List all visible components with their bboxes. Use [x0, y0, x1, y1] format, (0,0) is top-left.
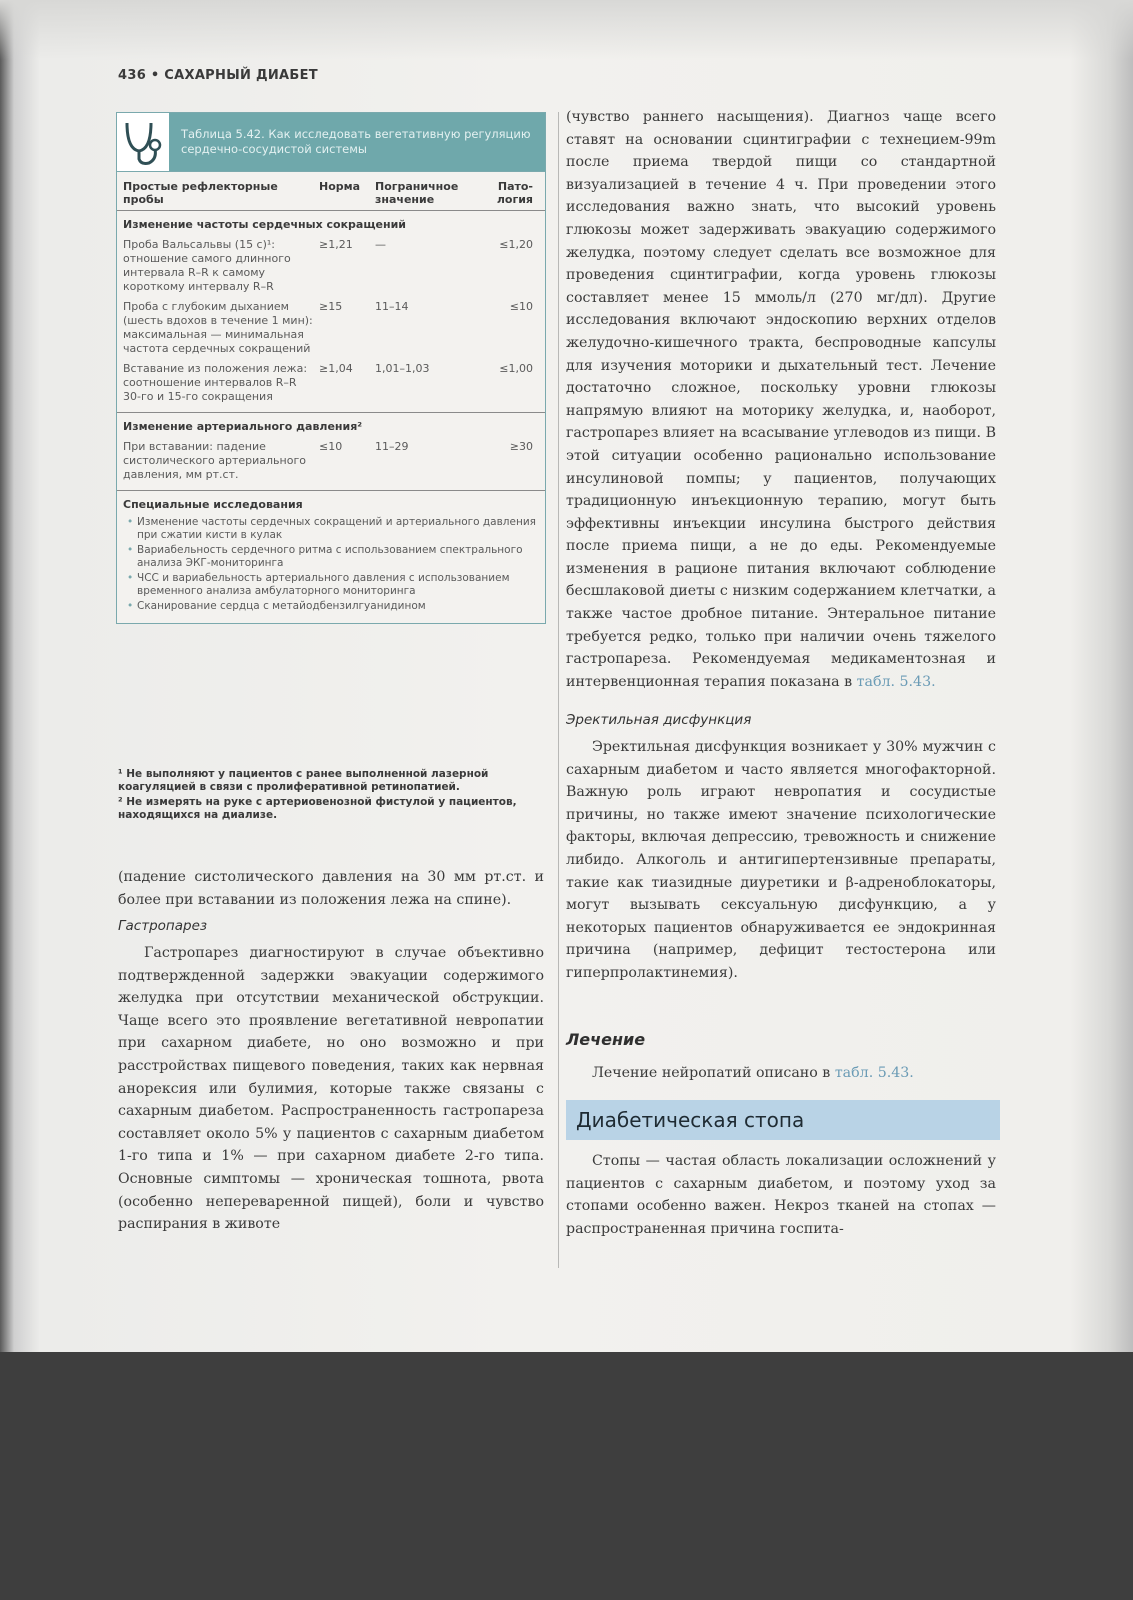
footnote-2: ² Не измерять на руке с артериовенозной фистулой у пациентов, находящихся на диализе.: [118, 796, 517, 821]
section-title-bp: Изменение артериального давления²: [117, 412, 545, 436]
cell-path: ≤10: [509, 300, 533, 313]
running-head: 436 • САХАРНЫЙ ДИАБЕТ: [118, 68, 318, 83]
col-header-test: Простые рефлекторные пробы: [123, 180, 278, 206]
cell-border: —: [375, 238, 386, 251]
left-paragraph-2: Гастропарез диагностируют в случае объективно подтвержденной задержки эвакуации содержимого желудка при отсутствии механической обструкции. Чаще всего это проявление вегетативной невропатии при сахарном диабете, но оно возможно и при расстройствах пищевого поведения, таких как нервная анорексия или булимия, которые также связаны с сахарным диабетом. Распространенность гастропареза составляет около 5% у пациентов с сахарным диабетом 1-го типа и 1% — при сахарном диабете 2-го типа. Основные симптомы — хроническая тошнота, рвота (особенно непереваренной пищей), боли и чувство распирания в животе: [118, 945, 544, 1233]
bullet-icon: •: [127, 572, 134, 584]
cell-norm: ≥15: [319, 300, 343, 313]
table-row: [117, 436, 545, 490]
column-divider: [558, 112, 559, 1268]
cell-norm: ≥1,21: [319, 238, 353, 251]
bullet-icon: •: [127, 544, 134, 556]
right-paragraph-3: Лечение нейропатий описано в табл. 5.43.: [592, 1065, 914, 1081]
cell-path: ≥30: [509, 440, 533, 453]
col-header-norm: Норма: [319, 180, 361, 193]
table-column-headers: [117, 172, 545, 211]
table-row: [117, 234, 545, 296]
cell-border: 11–29: [375, 440, 409, 453]
cell-test: Проба Вальсальвы (15 с)¹: отношение самого длинного интервала R–R к самому короткому интервалу R–R: [123, 238, 291, 293]
subheading-erectile: Эректильная дисфункция: [566, 712, 752, 728]
list-item: • Вариабельность сердечного ритма с использованием спектрального анализа ЭКГ-мониторинга: [127, 544, 523, 569]
table-title: Таблица 5.42. Как исследовать вегетативную регуляцию сердечно-сосудистой системы: [169, 113, 545, 171]
cell-test: Проба с глубоким дыханием (шесть вдохов в течение 1 мин): максимальная — минимальная частота сердечных сокращений: [123, 300, 313, 355]
table-footnotes: [118, 768, 544, 824]
right-paragraph-4: Стопы — частая область локализации осложнений у пациентов с сахарным диабетом, и поэтому уход за стопами особенно важен. Некроз тканей на стопах — распространенная причина госпита-: [566, 1153, 996, 1237]
left-paragraph-1: (падение систолического давления на 30 мм рт.ст. и более при вставании из положения лежа на спине).: [118, 869, 544, 908]
table-5-42: [116, 112, 546, 624]
page-shadow: [0, 0, 1133, 60]
heading-treatment: Лечение: [566, 1030, 646, 1049]
stethoscope-icon: [117, 113, 169, 171]
table-ref-link[interactable]: табл. 5.43.: [834, 1065, 914, 1081]
bullet-icon: •: [127, 516, 134, 528]
section-title-hr: Изменение частоты сердечных сокращений: [123, 218, 406, 231]
cell-border: 1,01–1,03: [375, 362, 430, 375]
bullet-icon: •: [127, 600, 134, 612]
cell-test: Вставание из положения лежа: соотношение интервалов R–R 30-го и 15-го сокращения: [123, 362, 308, 403]
list-item: • ЧСС и вариабельность артериального давления с использованием временного анализа амбулаторного мониторинга: [127, 572, 510, 597]
cell-path: ≤1,00: [499, 362, 533, 375]
table-row: [117, 296, 545, 358]
section-title-special: Специальные исследования: [117, 490, 545, 514]
cell-norm: ≤10: [319, 440, 343, 453]
cell-border: 11–14: [375, 300, 409, 313]
subheading-gastroparesis: Гастропарез: [118, 918, 208, 934]
table-ref-link[interactable]: табл. 5.43.: [856, 673, 936, 690]
list-item: • Изменение частоты сердечных сокращений и артериального давления при сжатии кисти в кулак: [127, 516, 536, 541]
cell-test: При вставании: падение систолического артериального давления, мм рт.ст.: [123, 440, 306, 481]
col-header-path: Пато-логия: [496, 180, 533, 206]
list-item: • Сканирование сердца с метайодбензилгуанидином: [127, 600, 426, 612]
special-list: [117, 514, 545, 623]
heading-diabetic-foot: Диабетическая стопа: [566, 1100, 1000, 1140]
footnote-1: ¹ Не выполняют у пациентов с ранее выполненной лазерной коагуляцией в связи с пролиферативной ретинопатией.: [118, 768, 489, 793]
right-paragraph-1: (чувство раннего насыщения). Диагноз чаще всего ставят на основании сцинтиграфии с технецием-99m после приема твердой пищи со стандартной визуализацией в течение 4 ч. При проведении этого исследования важно знать, что высокий уровень глюкозы может задерживать эвакуацию содержимого желудка, поэтому следует сделать все возможное для проведения сцинтиграфии, когда уровень глюкозы составляет менее 15 ммоль/л (270 мг/дл). Другие исследования включают эндоскопию верхних отделов желудочно-кишечного тракта, беспроводные капсулы для изучения моторики и дыхательный тест. Лечение достаточно сложное, поскольку уровни глюкозы напрямую влияют на моторику желудка, и, наоборот, гастропарез влияет на всасывание углеводов из пищи. В этой ситуации особенно рационально использование инсулиновой помпы; у пациентов, получающих традиционную инъекционную терапию, могут быть эффективны инъекции инсулина быстрого действия после приема пищи, а не до еды. Рекомендуемые изменения в рационе питания включают соблюдение бесшлаковой диеты с низким содержанием клетчатки, а также частое дробное питание. Энтеральное питание требуется редко, только при наличии очень тяжелого гастропареза. Рекомендуемая медикаментозная и интервенционная терапия показана в табл. 5.43.: [566, 109, 996, 690]
col-header-border: Пограничное значение: [375, 180, 459, 206]
table-row: [117, 358, 545, 412]
right-paragraph-2: Эректильная дисфункция возникает у 30% мужчин с сахарным диабетом и часто является многофакторной. Важную роль играют невропатия и сосудистые причины, но также имеют значение психологические факторы, включая депрессию, тревожность и снижение либидо. Алкоголь и антигипертензивные препараты, такие как тиазидные диуретики и β-адреноблокаторы, могут вызывать сексуальную дисфункцию, а у некоторых пациентов обнаруживается ее эндокринная причина (например, дефицит тестостерона или гиперпролактинемия).: [566, 739, 996, 981]
table-header: [117, 113, 545, 172]
cell-path: ≤1,20: [499, 238, 533, 251]
cell-norm: ≥1,04: [319, 362, 353, 375]
